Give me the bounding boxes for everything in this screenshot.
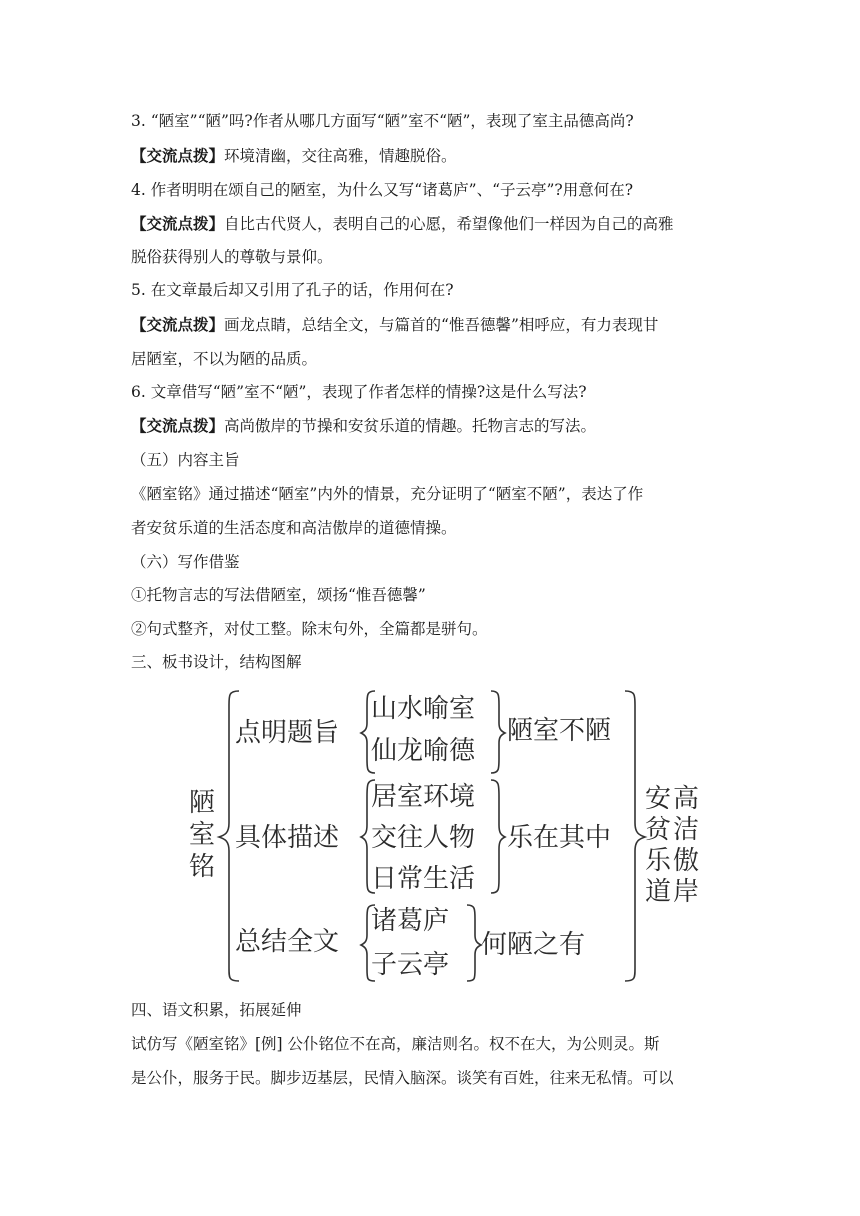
- answer-q4-cont: 脱俗获得别人的尊敬与景仰。: [131, 248, 333, 266]
- answer-text: 自比古代贤人，表明自己的心愿，希望像他们一样因为自己的高雅: [224, 215, 674, 233]
- section-2-item-1: 居室环境: [371, 782, 476, 812]
- imitation-text-cont: 是公仆，服务于民。脚步迈基层，民情入脑深。谈笑有百姓，往来无私情。可以: [131, 1069, 674, 1087]
- answer-q5-cont: 居陋室，不以为陋的品质。: [131, 350, 318, 368]
- section-label-1: 点明题旨: [235, 718, 340, 748]
- diagram-title-char-2: 室: [189, 820, 216, 850]
- answer-q3: [131, 146, 731, 166]
- section-2-item-2: 交往人物: [371, 823, 476, 853]
- section-2-right-brace: [491, 780, 505, 893]
- line-q5: 5. 在文章最后却又引用了孔子的话，作用何在?: [131, 281, 454, 299]
- section-1-item-2: 仙龙喻德: [371, 736, 476, 766]
- section-3-conclusion: 何陋之有: [481, 930, 586, 960]
- rightcol1-char-3: 傲: [673, 846, 700, 876]
- section-1-item-1: 山水喻室: [371, 694, 476, 724]
- rightcol1-char-1: 高: [673, 784, 700, 814]
- line-q3: 3. “陋室”“陋”吗?作者从哪几方面写“陋”室不“陋”，表现了室主品德高尚?: [131, 112, 634, 130]
- answer-text: 高尚傲岸的节操和安贫乐道的情趣。托物言志的写法。: [224, 417, 597, 435]
- section-1-conclusion: 陋室不陋: [507, 716, 612, 746]
- answer-tag: 【交流点拨】: [131, 416, 225, 435]
- heading-content-theme: （五）内容主旨: [131, 451, 240, 469]
- rightcol2-char-3: 乐: [645, 846, 672, 876]
- right-column-gaojie: [673, 784, 699, 907]
- theme-text: 《陋室铭》通过描述“陋室”内外的情景，充分证明了“陋室不陋”，表达了作: [131, 485, 644, 503]
- diagram-title-char-3: 铭: [189, 852, 216, 882]
- heading-accumulation: 四、语文积累，拓展延伸: [131, 1001, 302, 1019]
- main-right-brace: [625, 691, 645, 981]
- section-3-item-1: 诸葛庐: [371, 906, 450, 936]
- section-3-item-2: 子云亭: [371, 950, 450, 980]
- line-q4: 4. 作者明明在颂自己的陋室，为什么又写“诸葛庐”、“子云亭”?用意何在?: [131, 181, 634, 199]
- section-2-conclusion: 乐在其中: [507, 823, 612, 853]
- imitation-text: 试仿写《陋室铭》[例] 公仆铭位不在高，廉洁则名。权不在大，为公则灵。斯: [131, 1035, 660, 1053]
- rightcol1-char-2: 洁: [673, 815, 700, 845]
- answer-tag: 【交流点拨】: [131, 146, 225, 165]
- answer-text: 环境清幽，交往高雅，情趣脱俗。: [224, 147, 457, 165]
- structure-diagram: [189, 683, 719, 988]
- answer-tag: 【交流点拨】: [131, 315, 225, 334]
- theme-text-cont: 者安贫乐道的生活态度和高洁傲岸的道德情操。: [131, 519, 457, 537]
- rightcol2-char-2: 贫: [645, 815, 672, 845]
- writing-point-1: ①托物言志的写法借陋室，颂扬“惟吾德馨”: [131, 586, 426, 604]
- line-q6: 6. 文章借写“陋”室不“陋”，表现了作者怎样的情操?这是什么写法?: [131, 383, 587, 401]
- answer-text: 画龙点睛，总结全文，与篇首的“惟吾德馨”相呼应，有力表现甘: [224, 316, 659, 334]
- diagram-title-char-1: 陋: [189, 788, 216, 818]
- answer-q5: [131, 315, 731, 335]
- rightcol2-char-1: 安: [645, 784, 672, 814]
- section-2-item-3: 日常生活: [371, 864, 476, 894]
- answer-tag: 【交流点拨】: [131, 214, 225, 233]
- answer-q4: [131, 214, 731, 234]
- heading-board-design: 三、板书设计，结构图解: [131, 653, 302, 671]
- writing-point-2: ②句式整齐，对仗工整。除末句外，全篇都是骈句。: [131, 620, 488, 638]
- rightcol2-char-4: 道: [645, 877, 672, 907]
- rightcol1-char-4: 岸: [673, 877, 700, 907]
- section-label-2: 具体描述: [235, 823, 340, 853]
- section-1-right-brace: [491, 691, 505, 773]
- section-label-3: 总结全文: [235, 927, 340, 957]
- right-column-anpin: [645, 784, 672, 907]
- answer-q6: [131, 416, 731, 436]
- heading-writing: （六）写作借鉴: [131, 553, 240, 571]
- section-3-right-brace: [467, 905, 481, 981]
